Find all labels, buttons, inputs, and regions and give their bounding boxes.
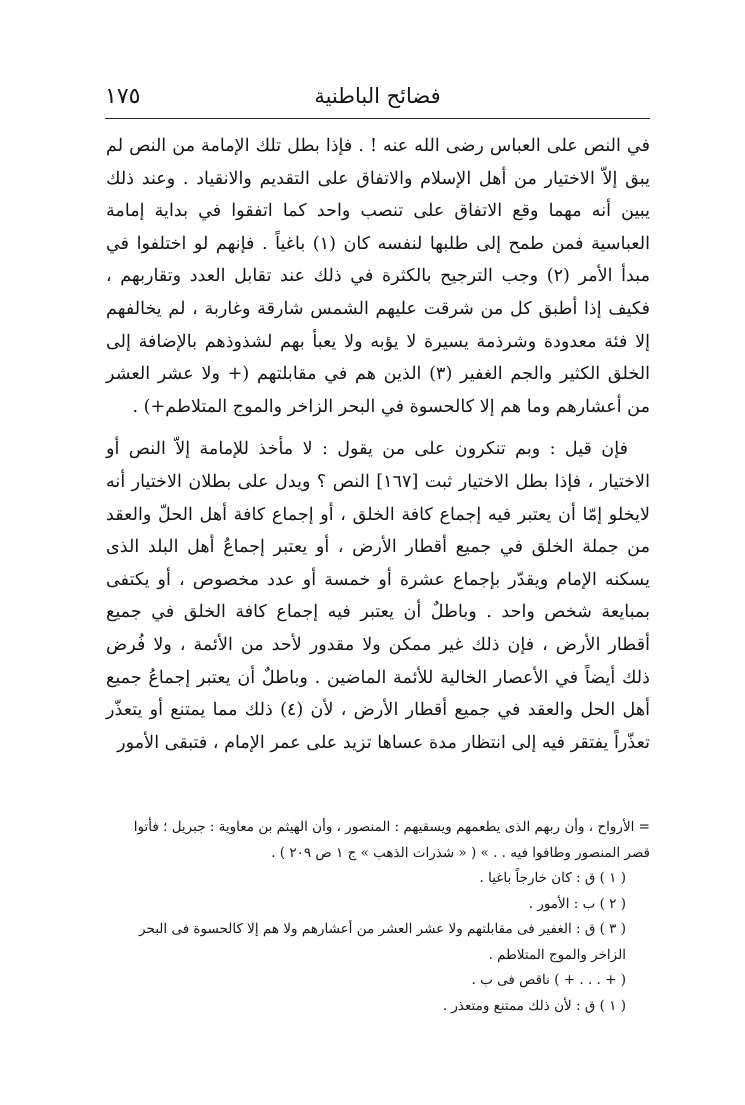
footnote-continuation: = الأرواح ، وأن ربهم الذى يطعمهم ويسقيهم : المنصور ، وأن الهيثم بن معاوية : جبريل ؛ فأتوا قصر المنصور وطافوا فيه . . » ( « شذرات الذهب » ج ١ ص ٢٠٩ ) . <box>133 819 650 861</box>
main-text <box>106 130 650 759</box>
footnote: ( + . . . + ) ناقص فى ب . <box>471 972 626 988</box>
footnote: ( ٣ ) ق : الغفير فى مقابلتهم ولا عشر العشر من أعشارهم ولا هم إلا كالحسوة فى البحر الزاخر والموج المتلاطم . <box>139 921 626 963</box>
paragraph: فإن قيل : وبم تنكرون على من يقول : لا مأخذ للإمامة إلاّ النص أو الاختيار ، فإذا بطل الاختيار ثبت [١٦٧] النص ؟ ويدل على بطلان الاختيار أنه لايخلو إمّا أن يعتبر فيه إجماع كافة الخلق ، أو إجماع كافة أهل الحلّ والعقد من جملة الخلق في جميع أقطار الأرض ، أو يعتبر إجماعُ أهل البلد الذى يسكنه الإمام ويقدّر بإجماع عشرة أو خمسة أو عدد مخصوص ، أو يكتفى بمبايعة شخص واحد . وباطلٌ أن يعتبر فيه إجماع كافة الخلق في جميع أقطار الأرض ، فإن ذلك غير ممكن ولا مقدور لأحد من الأئمة ، ولا فُرض ذلك أيضاً في الأعصار الخالية للأئمة الماضين . وباطلٌ أن يعتبر إجماعُ جميع أهل الحل والعقد في جميع أقطار الأرض ، لأن (٤) ذلك مما يمتنع أو يتعذّر تعذّراً يفتقر فيه إلى انتظار مدة عساها تزيد على عمر الإمام ، فتبقى الأمور <box>106 439 650 753</box>
page-number: ١٧٥ <box>105 84 141 109</box>
footnote: ( ١ ) ق : كان خارجاً باغيا . <box>479 870 626 886</box>
footnote: ( ١ ) ق : لأن ذلك ممتنع ومتعذر . <box>442 997 626 1014</box>
paragraph: في النص على العباس رضى الله عنه ! . فإذا بطل تلك الإمامة من النص لم يبق إلاّ الاختيار من أهل الإسلام والاتفاق على التقديم والانقياد . وعند ذلك يبين أنه مهما وقع الاتفاق على تنصب واحد كما اتفقوا في بداية إمامة العباسية فمن طمح إلى طلبها لنفسه كان (١) باغياً . فإنهم لو اختلفوا في مبدأ الأمر (٢) وجب الترجيح بالكثرة في ذلك عند تقابل العدد وتقاربهم ، فكيف إذا أطبق كل من شرقت عليهم الشمس شارقة وغاربة ، لم يخالفهم إلا فئة معدودة وشرذمة يسيرة لا يؤبه ولا يعبأ بهم لشذوذهم بالإضافة إلى الخلق الكثير والجم الغفير (٣) الذين هم في مقابلتهم (+ ولا عشر العشر من أعشارهم وما هم إلا كالحسوة في البحر الزاخر والموج المتلاطم+) . <box>106 136 650 417</box>
footnotes <box>106 815 650 1019</box>
running-title: فضائح الباطنية <box>314 84 441 108</box>
footnote: ( ٢ ) ب : الأمور . <box>528 895 626 912</box>
page-header <box>105 84 650 119</box>
